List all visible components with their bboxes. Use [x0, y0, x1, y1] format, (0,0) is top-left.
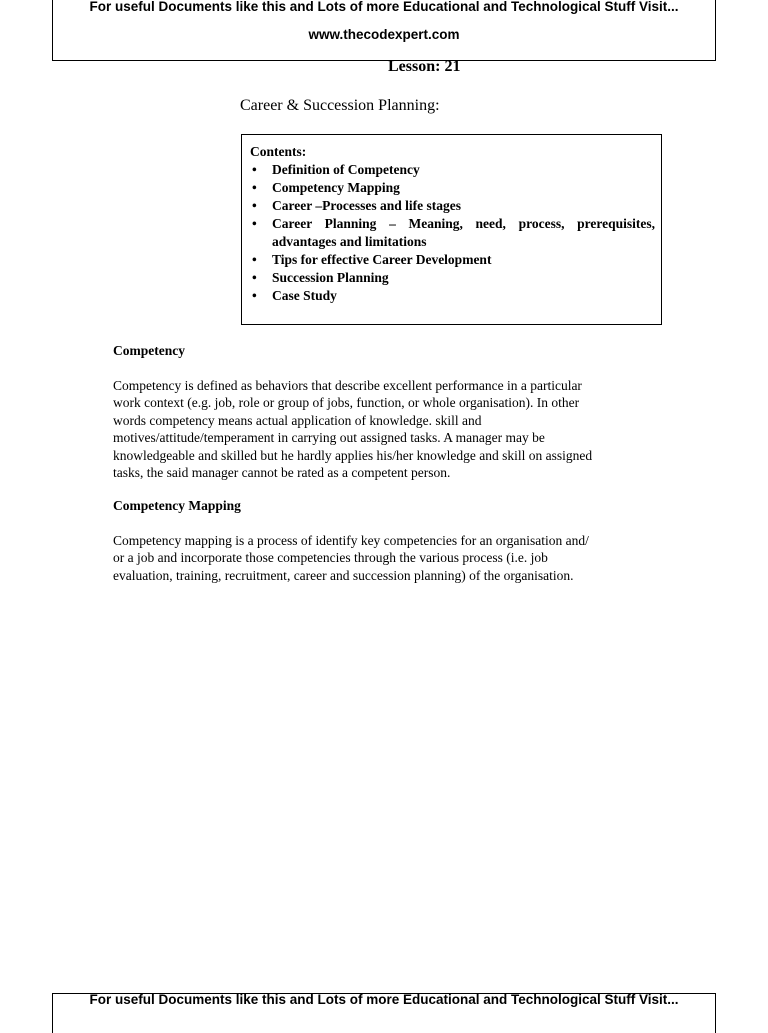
list-item	[250, 287, 655, 305]
bullet-icon: •	[252, 162, 257, 177]
paragraph-line: motives/attitude/temperament in carrying out assigned tasks. A manager may be	[113, 430, 545, 446]
paragraph-line: work context (e.g. job, role or group of jobs, function, or whole organisation). In other	[113, 395, 580, 411]
list-item	[250, 215, 655, 251]
contents-heading: Contents:	[250, 144, 307, 159]
bullet-icon: •	[252, 270, 257, 285]
bullet-icon: •	[252, 216, 257, 231]
contents-box	[241, 134, 662, 325]
paragraph-line: Competency is defined as behaviors that describe excellent performance in a particular	[113, 378, 582, 393]
paragraph-line: Competency mapping is a process of identify key competencies for an organisation and/	[113, 533, 589, 548]
bottom-promo-banner	[52, 993, 716, 1033]
page-title: Career & Succession Planning:	[240, 97, 440, 114]
bullet-icon: •	[252, 180, 257, 195]
website-link[interactable]: www.thecodexpert.com	[308, 27, 460, 42]
paragraph-line: or a job and incorporate those competencies through the various process (i.e. job	[113, 550, 548, 566]
list-item	[250, 197, 655, 215]
list-item-label: Case Study	[272, 288, 337, 303]
competency-paragraph	[113, 377, 653, 481]
competency-mapping-heading: Competency Mapping	[113, 498, 241, 513]
paragraph-line: evaluation, training, recruitment, career and succession planning) of the organisation.	[113, 567, 574, 583]
list-item	[250, 161, 655, 179]
top-banner-text: For useful Documents like this and Lots of more Educational and Technological Stuff Visit...	[89, 0, 679, 14]
list-item	[250, 251, 655, 269]
competency-mapping-paragraph	[113, 532, 653, 584]
bullet-icon: •	[252, 252, 257, 267]
list-item	[250, 179, 655, 197]
list-item-label: Succession Planning	[272, 270, 389, 285]
paragraph-line: knowledgeable and skilled but he hardly applies his/her knowledge and skill on assigned	[113, 447, 593, 463]
bottom-banner-text: For useful Documents like this and Lots of more Educational and Technological Stuff Visit...	[89, 992, 679, 1007]
list-item-label: Career –Processes and life stages	[272, 198, 461, 213]
top-promo-banner	[52, 0, 716, 61]
bullet-icon: •	[252, 198, 257, 213]
paragraph-line: tasks, the said manager cannot be rated as a competent person.	[113, 465, 451, 481]
list-item	[250, 269, 655, 287]
bullet-icon: •	[252, 288, 257, 303]
paragraph-line: words competency means actual application of knowledge. skill and	[113, 412, 482, 428]
list-item-label: Tips for effective Career Development	[272, 252, 492, 267]
lesson-number: Lesson: 21	[388, 58, 461, 75]
competency-heading: Competency	[113, 343, 185, 358]
list-item-label: Career Planning – Meaning, need, process, prerequisites, advantages and limitations	[272, 216, 655, 249]
list-item-label: Competency Mapping	[272, 180, 400, 195]
contents-list	[250, 161, 655, 305]
list-item-label: Definition of Competency	[272, 162, 420, 177]
